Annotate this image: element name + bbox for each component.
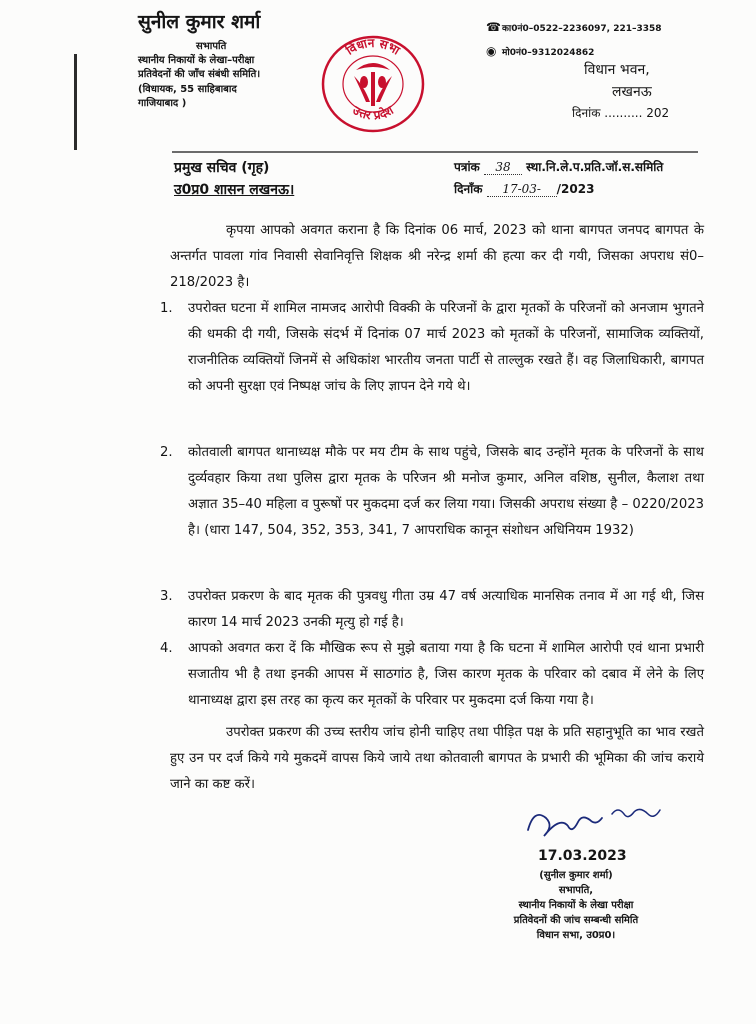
emblem-bottom-text: उत्तर प्रदेश	[350, 102, 396, 123]
item-text: कोतवाली बागपत थानाध्यक्ष मौके पर मय टीम के साथ पहुंचे, जिसके बाद उन्होंने मृतक के परिजनों के साथ दुर्व्यवहार किया तथा पुलिस द्वारा मृतक के परिजन श्री मनोज कुमार, अनिल वशिष्ठ, सुनील, कैलाश तथा अज्ञात 35–40 महिला व पुरूषों पर मुकदमा दर्ज कर लिया गया। जिसकी अपराध संख्या है – 0220/2023 है। (धारा 147, 504, 352, 353, 341, 7 आपराधिक कानून संशोधन अधिनियम 1932)	[188, 445, 704, 538]
emblem-fish-bow-icon	[354, 63, 392, 106]
letterhead-date: दिनांक .......... 202	[572, 106, 670, 120]
patrank-value: 38	[484, 160, 522, 175]
sender-name: सुनील कुमार शर्मा	[138, 11, 261, 33]
recipient-line-1: प्रमुख सचिव (गृह)	[174, 160, 270, 176]
constituency-line-2: गाजियाबाद )	[138, 98, 187, 109]
svg-text:विधान सभा	[343, 36, 403, 58]
telephone-icon: ☎	[486, 20, 501, 34]
signatory-name: (सुनील कुमार शर्मा)	[539, 870, 613, 881]
office-phone	[486, 20, 662, 34]
item-text: आपको अवगत करा दें कि मौखिक रूप से मुझे बताया गया है कि घटना में शामिल आरोपी एवं थाना प्रभारी सजातीय भी है तथा इनकी आपस में साठगांठ है, जिस कारण मृतक के परिवार को दबाव में लेने के लिए थानाध्यक्ष द्वारा इस तरह का कृत्य कर मृतकों के परिवार पर मुकदमा दर्ज किया गया है।	[188, 641, 704, 708]
header-rule	[172, 151, 698, 153]
date-value: 17-03-	[487, 182, 557, 197]
item-text: उपरोक्त घटना में शामिल नामजद आरोपी विक्की के परिजनों के द्वारा मृतकों के परिजनों को अनजाम भुगतने की धमकी दी गयी, जिसके संदर्भ में दिनांक 07 मार्च 2023 को मृतकों के परिजनों, सामाजिक व्यक्तियों, राजनीतिक व्यक्तियों जिनमें से अधिकांश भारतीय जनता पार्टी से ताल्लुक रखते हैं। वह जिलाधिकारी, बागपत को अपनी सुरक्षा एवं निष्पक्ष जांच के लिए ज्ञापन देने गये थे।	[188, 301, 704, 394]
item-number: 3.	[160, 589, 173, 604]
address-line-1: विधान भवन,	[584, 62, 650, 78]
office-phone-text: का0नं0–0522–2236097, 221–3358	[502, 24, 662, 34]
patrank-suffix: स्था.नि.ले.प.प्रति.जॉ.स.समिति	[526, 160, 664, 174]
handwritten-signature	[520, 796, 670, 846]
mobile-number	[486, 44, 594, 58]
reference-date	[454, 180, 594, 197]
signatory-line-2: प्रतिवेदनों की जांच सम्बन्धी समिति	[513, 915, 639, 926]
committee-line-2: प्रतिवेदनों की जाँच संबंधी समिति।	[138, 69, 261, 80]
signatory-line-3: विधान सभा, उ0प्र0।	[536, 930, 616, 941]
item-number: 1.	[160, 301, 173, 316]
item-number: 2.	[160, 445, 173, 460]
sender-title: सभापति	[196, 41, 227, 52]
constituency-line-1: (विधायक, 55 साहिबाबाद	[138, 84, 237, 95]
closing-paragraph: उपरोक्त प्रकरण की उच्च स्तरीय जांच होनी चाहिए तथा पीड़ित पक्ष के प्रति सहानुभूति का भाव रखते हुए उन पर दर्ज किये गये मुकदमें वापस किये जाये तथा कोतवाली बागपत के प्रभारी की भूमिका की जांच कराये जाने का कष्ट करें।	[170, 725, 704, 792]
committee-line-1: स्थानीय निकायों के लेखा–परीक्षा	[138, 55, 255, 66]
signatory-title: सभापति,	[558, 885, 594, 896]
signature-date: 17.03.2023	[538, 848, 627, 864]
signature-block	[496, 868, 656, 943]
date-label: दिनाँक	[454, 182, 483, 196]
item-number: 4.	[160, 641, 173, 656]
reference-number	[454, 158, 663, 175]
intro-paragraph: कृपया आपको अवगत कराना है कि दिनांक 06 मार्च, 2023 को थाना बागपत जनपद बागपत के अन्तर्गत पावला गांव निवासी सेवानिवृत्ति शिक्षक श्री नरेन्द्र शर्मा की हत्या कर दी गयी, जिसका अपराध सं0–218/2023 है।	[170, 223, 704, 290]
patrank-label: पत्रांक	[454, 160, 480, 174]
scan-edge-mark	[74, 54, 77, 150]
date-year: /2023	[556, 182, 595, 196]
emblem-top-text: विधान सभा	[343, 35, 403, 58]
address-line-2: लखनऊ	[612, 84, 652, 100]
mobile-text: मो0नं0–9312024862	[502, 48, 595, 58]
item-text: उपरोक्त प्रकरण के बाद मृतक की पुत्रवधु गीता उम्र 47 वर्ष अत्याधिक मानसिक तनाव में आ गई थी, जिस कारण 14 मार्च 2023 उनकी मृत्यु हो गई है।	[188, 589, 704, 630]
vidhan-sabha-emblem	[318, 30, 428, 134]
signatory-line-1: स्थानीय निकायों के लेखा परीक्षा	[518, 900, 634, 911]
mobile-icon: ◉	[486, 44, 497, 58]
recipient-line-2: उ0प्र0 शासन लखनऊ।	[174, 182, 295, 198]
